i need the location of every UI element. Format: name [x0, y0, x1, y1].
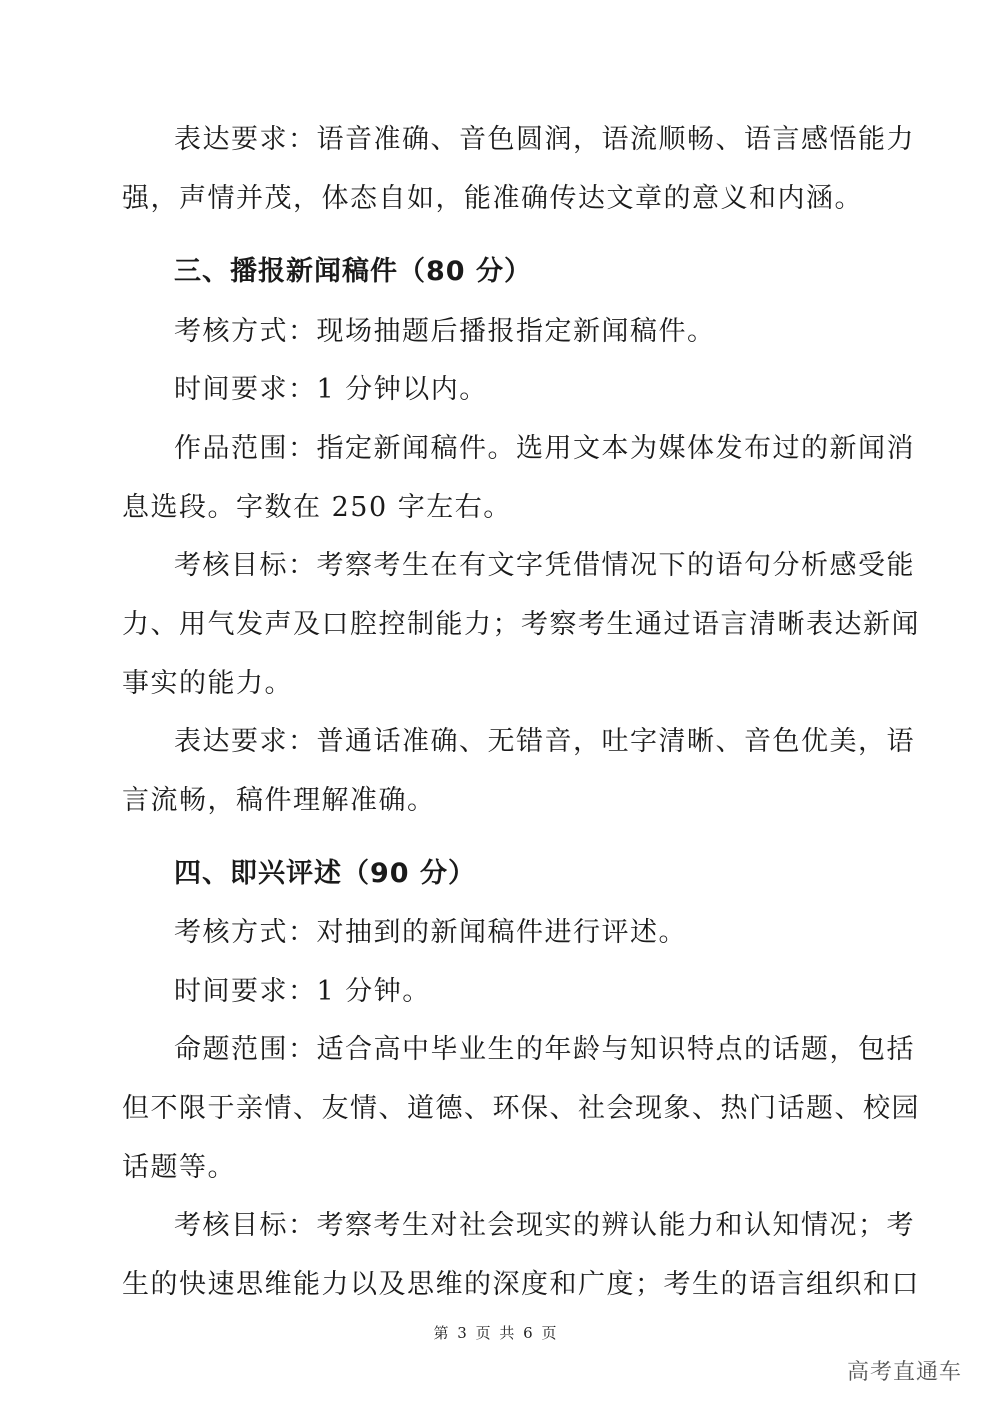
- text-line: 但不限于亲情、友情、道德、环保、社会现象、热门话题、校园: [122, 1093, 920, 1124]
- text-line: 力、用气发声及口腔控制能力；考察考生通过语言清晰表达新闻: [122, 609, 920, 640]
- text-line: 考核方式：对抽到的新闻稿件进行评述。: [174, 917, 687, 948]
- section-heading-3: 三、播报新闻稿件（80 分）: [174, 256, 532, 287]
- text-line: 时间要求：1 分钟以内。: [174, 374, 488, 405]
- text-line: 命题范围：适合高中毕业生的年龄与知识特点的话题，包括: [174, 1034, 915, 1065]
- text-line: 表达要求：普通话准确、无错音，吐字清晰、音色优美，语: [174, 726, 915, 757]
- text-line: 作品范围：指定新闻稿件。选用文本为媒体发布过的新闻消: [174, 433, 915, 464]
- section-heading-4: 四、即兴评述（90 分）: [174, 858, 476, 889]
- text-line: 考核目标：考察考生在有文字凭借情况下的语句分析感受能: [174, 550, 915, 581]
- watermark: 高考直通车: [846, 1360, 962, 1385]
- text-line: 事实的能力。: [122, 668, 293, 699]
- text-line: 话题等。: [122, 1152, 236, 1183]
- text-line: 表达要求：语音准确、音色圆润，语流顺畅、语言感悟能力: [174, 124, 915, 155]
- text-line: 强，声情并茂，体态自如，能准确传达文章的意义和内涵。: [122, 183, 863, 214]
- text-line: 生的快速思维能力以及思维的深度和广度；考生的语言组织和口: [122, 1269, 920, 1300]
- text-line: 考核方式：现场抽题后播报指定新闻稿件。: [174, 316, 716, 347]
- text-line: 言流畅，稿件理解准确。: [122, 785, 436, 816]
- text-line: 考核目标：考察考生对社会现实的辨认能力和认知情况；考: [174, 1210, 915, 1241]
- text-line: 息选段。字数在 250 字左右。: [122, 492, 512, 523]
- page-footer: 第 3 页 共 6 页: [433, 1324, 559, 1342]
- text-line: 时间要求：1 分钟。: [174, 976, 431, 1007]
